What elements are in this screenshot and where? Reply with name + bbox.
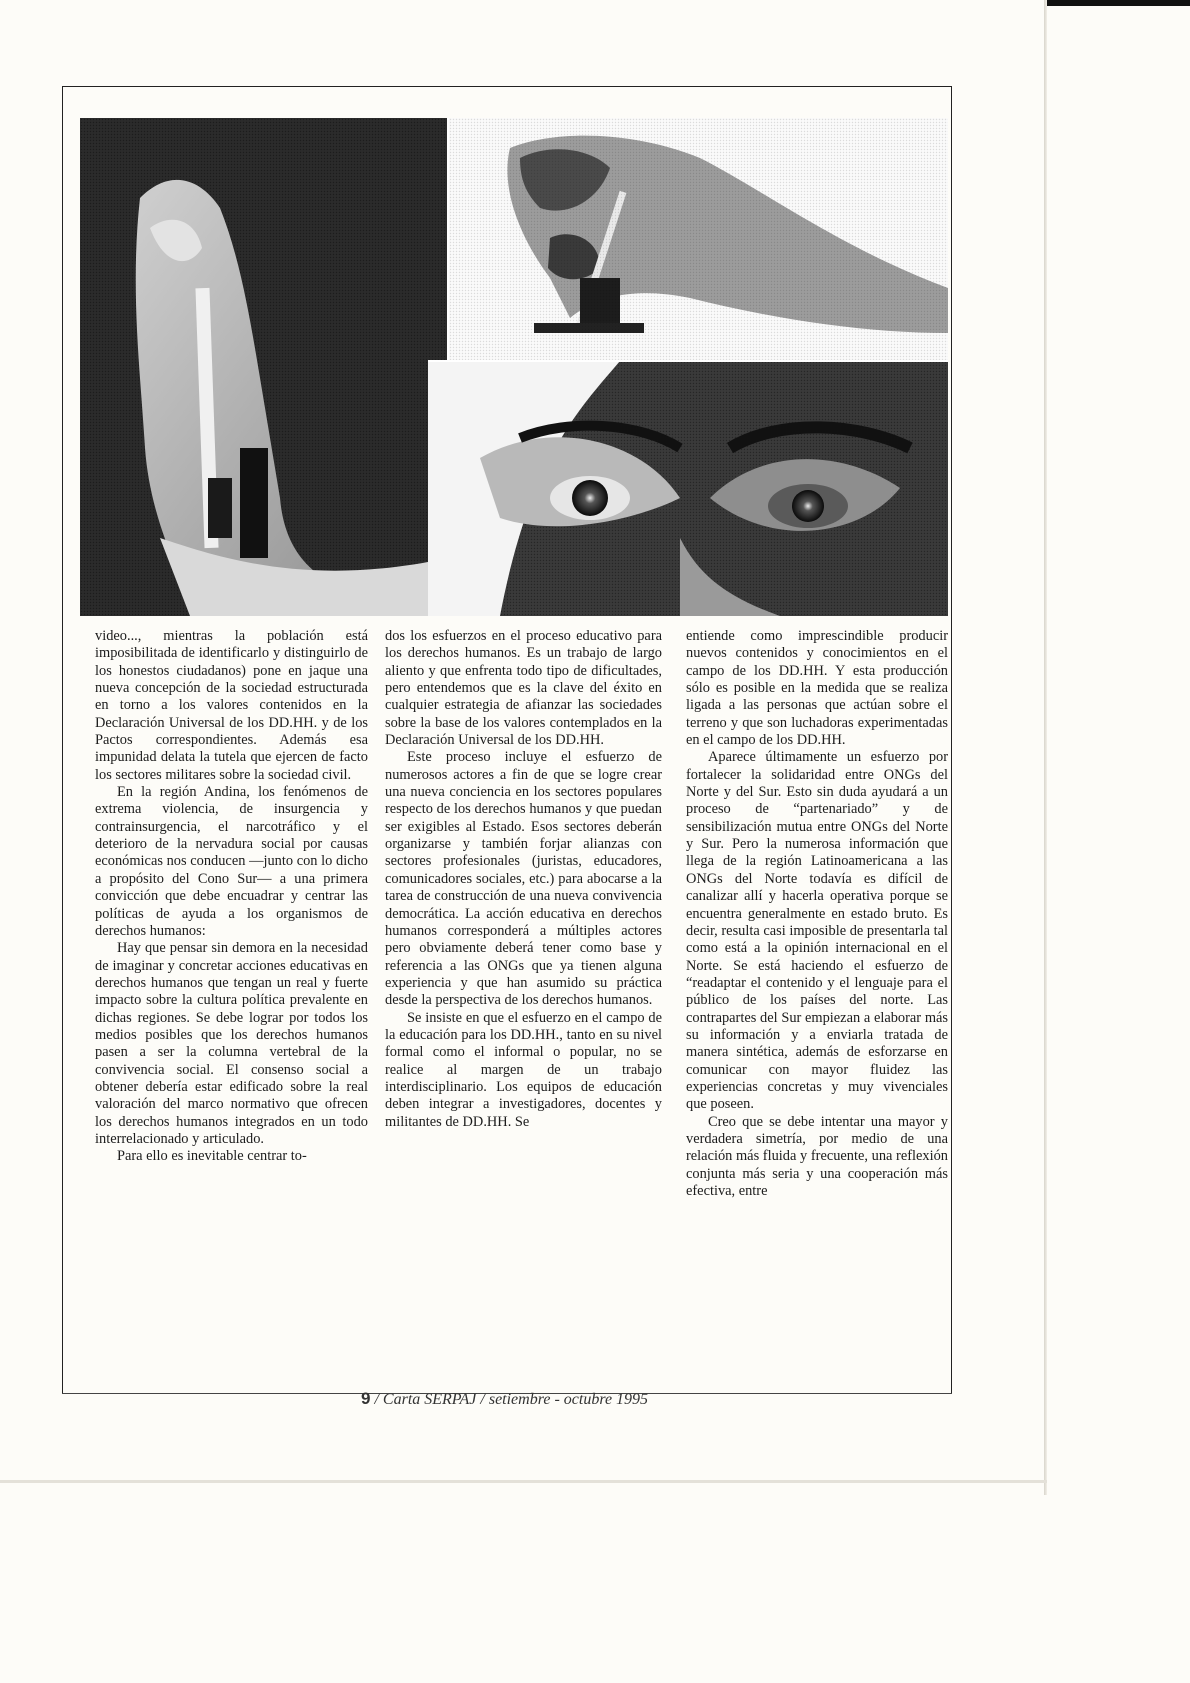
paragraph: Este proceso incluye el esfuerzo de numerosos actores a fin de que se logre crear una nueva conciencia en los sectores populares respecto de los derechos humanos y que puedan ser exigibles al Estado. Esos sectores deberán organizarse y también forjar alianzas con sectores profesionales (juristas, educadores, comunicadores sociales, etc.) para abocarse a la tarea de construcción de una nueva convivencia democrática. La acción educativa en derechos humanos corresponderá a múltiples actores pero obviamente deberá tener como base y referencia a las ONGs que ya tienen alguna experiencia y que han asumido su práctica desde la perspectiva de los derechos humanos.	[385, 749, 662, 1009]
staring-eyes-photo	[428, 361, 948, 616]
page-bottom-edge	[0, 1480, 1047, 1483]
paragraph: Para ello es inevitable centrar to-	[117, 1148, 307, 1165]
paragraph: entiende como imprescindible producir nuevos contenidos y conocimientos en el campo de los DD.HH. Y esta producción sólo es posible en la medida que se realiza ligada a las personas que actúan sobre el terreno y que son luchadoras experimentadas en el campo de los DD.HH.	[686, 628, 948, 749]
page-footer	[361, 1389, 648, 1409]
scan-edge	[1044, 0, 1190, 6]
paragraph: Creo que se debe intentar una mayor y verdadera simetría, por medio de una relación más fluida y frecuente, una reflexión conjunta más seria y una cooperación más efectiva, entre	[686, 1113, 948, 1199]
hand-holding-knife-photo	[80, 118, 448, 616]
page-edge-shadow	[1044, 0, 1047, 1495]
paragraph: video..., mientras la población está imposibilitada de identificarlo y distinguirlo de los honestos ciudadanos) pone en jaque una nueva concepción de la sociedad estructurada en torno a los valores contenidos en la Declaración Universal de los DD.HH. y de los Pactos correspondientes. Además esa impunidad delata la tutela que ejercen de facto los sectores militares sobre la sociedad civil.	[95, 628, 368, 783]
paragraph: dos los esfuerzos en el proceso educativo para los derechos humanos. Es un trabajo de largo aliento y que enfrenta todo tipo de dificultades, pero entendemos que es la clave del éxito en cualquier estrategia de afianzar las sociedades sobre la base de los valores contemplados en la Declaración Universal de los DD.HH.	[385, 628, 662, 749]
hand-gripping-blade-photo	[448, 118, 948, 361]
photo-collage	[80, 118, 948, 616]
article-column-3	[686, 628, 948, 1200]
issue-date: / setiembre - octubre 1995	[480, 1391, 649, 1408]
article-column-1	[95, 628, 368, 1166]
paragraph: Se insiste en que el esfuerzo en el campo de la educación para los DD.HH., tanto en su nivel formal como el informal o popular, no se realice al margen de un trabajo interdisciplinario. Los equipos de educación deben integrar a investigadores, docentes y militantes de DD.HH. Se	[385, 1009, 662, 1130]
paragraph: Aparece últimamente un esfuerzo por fortalecer la solidaridad entre ONGs del Norte y del Sur. Esto sin duda ayudará a un proceso de “partenariado” y de sensibilización mutua entre ONGs del Norte y Sur. Pero la numerosa información que llega de la región Latinoamericana a las ONGs del Norte todavía es difícil de canalizar allí y hacerla operativa porque se encuentra generalmente en estado bruto. Es decir, resulta casi imposible de presentarla tal como está a la opinión internacional en el Norte. Se está haciendo el esfuerzo de “readaptar el contenido y el lenguaje para el público de los países del norte. Las contrapartes del Sur empiezan a elaborar más su información y a enviarla tratada de manera sintética, además de esforzarse en comunicar con mayor fluidez las experiencias concretas y muy vivenciales que poseen.	[686, 749, 948, 1113]
paragraph: En la región Andina, los fenómenos de extrema violencia, de insurgencia y contrainsurgencia, el narcotráfico y el deterioro de la nervadura social por causas económicas nos conducen —junto con lo dicho a propósito del Cono Sur— a una primera convicción que debe encuadrar y centrar las políticas de ayuda a los organismos de derechos humanos:	[95, 784, 368, 939]
article-column-2	[385, 628, 662, 1131]
publication-name: / Carta SERPAJ	[374, 1391, 477, 1408]
page-number: 9	[361, 1389, 371, 1408]
paragraph: Hay que pensar sin demora en la necesidad de imaginar y concretar acciones educativas en derechos humanos que tengan un real y fuerte impacto sobre la cultura política prevalente en dichas regiones. Se debe lograr por todos los medios posibles que los derechos humanos pasen a ser la columna vertebral de la convivencia social. El consenso social a obtener debería estar edificado sobre la real valoración del marco normativo que ofrecen los derechos humanos integrados en un todo interrelacionado y articulado.	[95, 940, 368, 1147]
